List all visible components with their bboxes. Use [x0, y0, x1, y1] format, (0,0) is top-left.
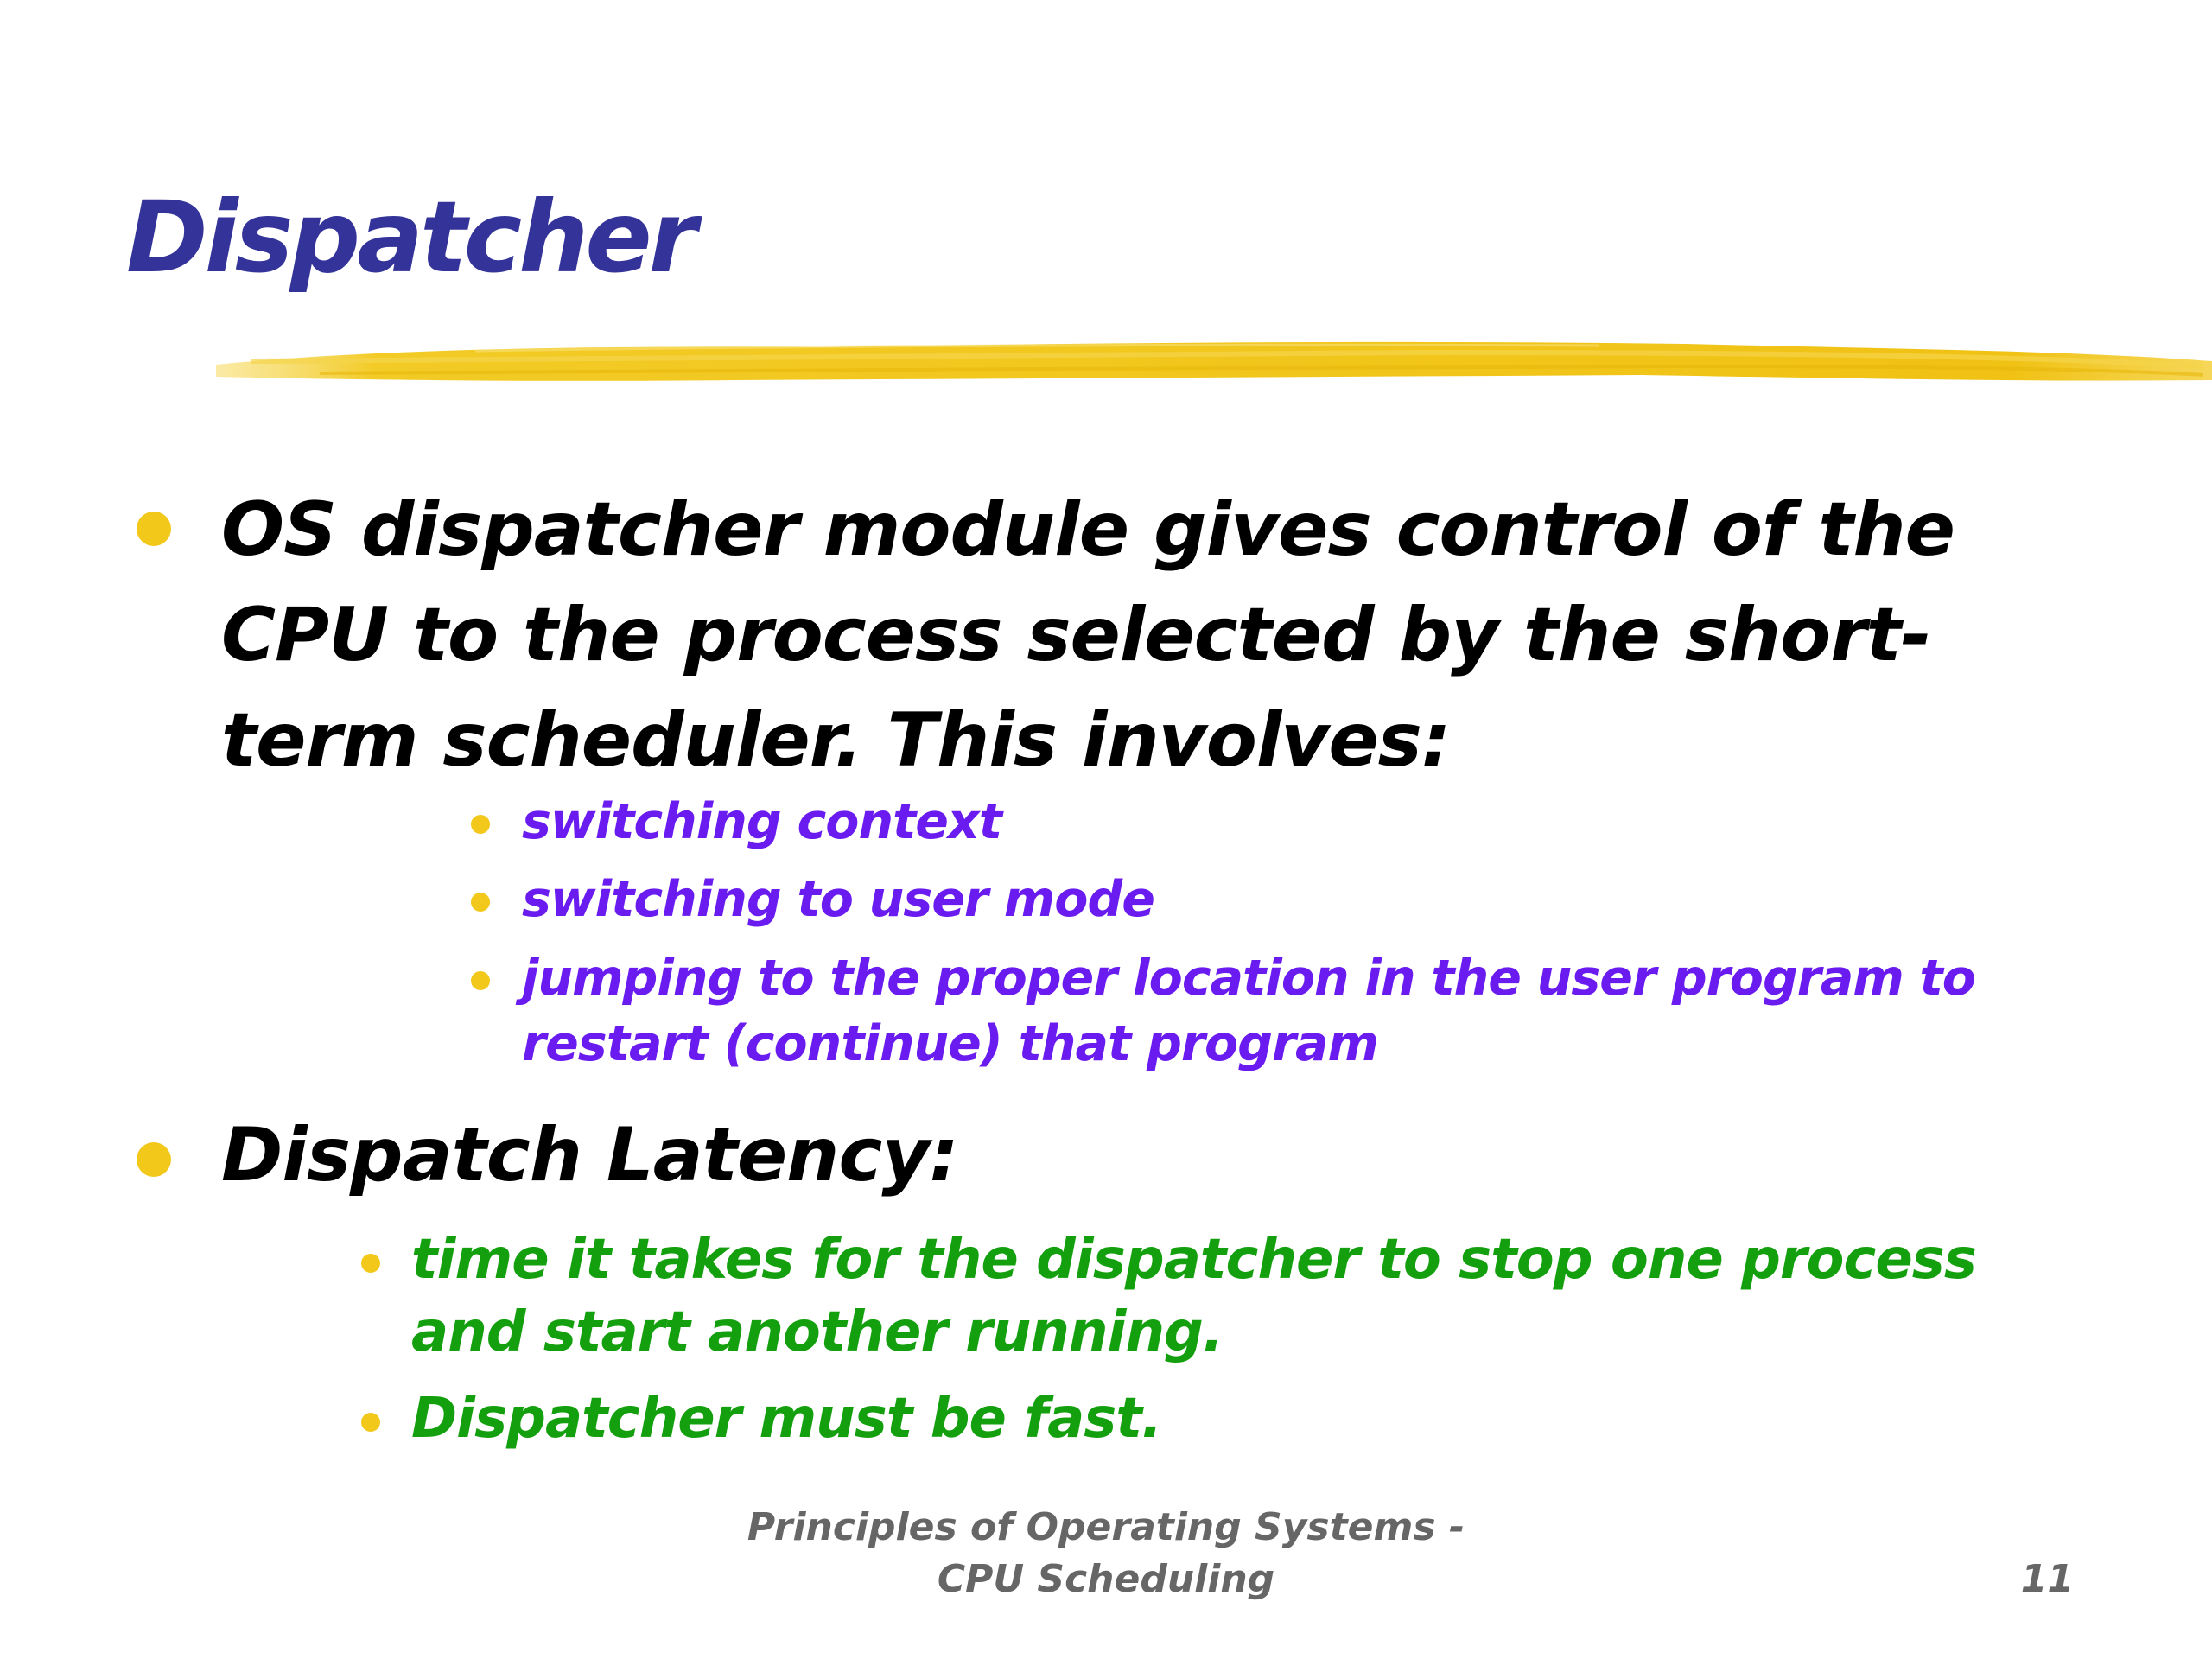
sub-bullet-dot: [471, 893, 490, 912]
sub-bullet-text: time it takes for the dispatcher to stop one process and start another running.: [411, 1228, 1976, 1364]
sub-bullet-text: Dispatcher must be fast.: [411, 1387, 1162, 1451]
sub-bullet-dot: [361, 1413, 380, 1432]
bullet-dot: [137, 512, 171, 546]
bullet-dot: [137, 1142, 171, 1177]
bullet-text: Dispatch Latency:: [221, 1112, 958, 1198]
footer-title: Principles of Operating Systems - CPU Scheduling: [747, 1505, 1465, 1601]
title-underline-brushstroke: [216, 327, 2212, 396]
sub-bullet-dot: [471, 971, 490, 990]
sub-bullet-dot: [361, 1254, 380, 1273]
sub-bullet-dot: [471, 815, 490, 834]
sub-bullet-text: switching to user mode: [522, 871, 1154, 928]
bullet-text: OS dispatcher module gives control of the CPU to the process selected by the short-term scheduler. This involves:: [221, 486, 1955, 784]
page-number: 11: [2020, 1557, 2074, 1601]
sub-bullet-text: switching context: [522, 793, 1001, 850]
slide-title: Dispatcher: [126, 180, 694, 295]
sub-bullet-text: jumping to the proper location in the user program to restart (continue) that program: [522, 950, 1975, 1072]
